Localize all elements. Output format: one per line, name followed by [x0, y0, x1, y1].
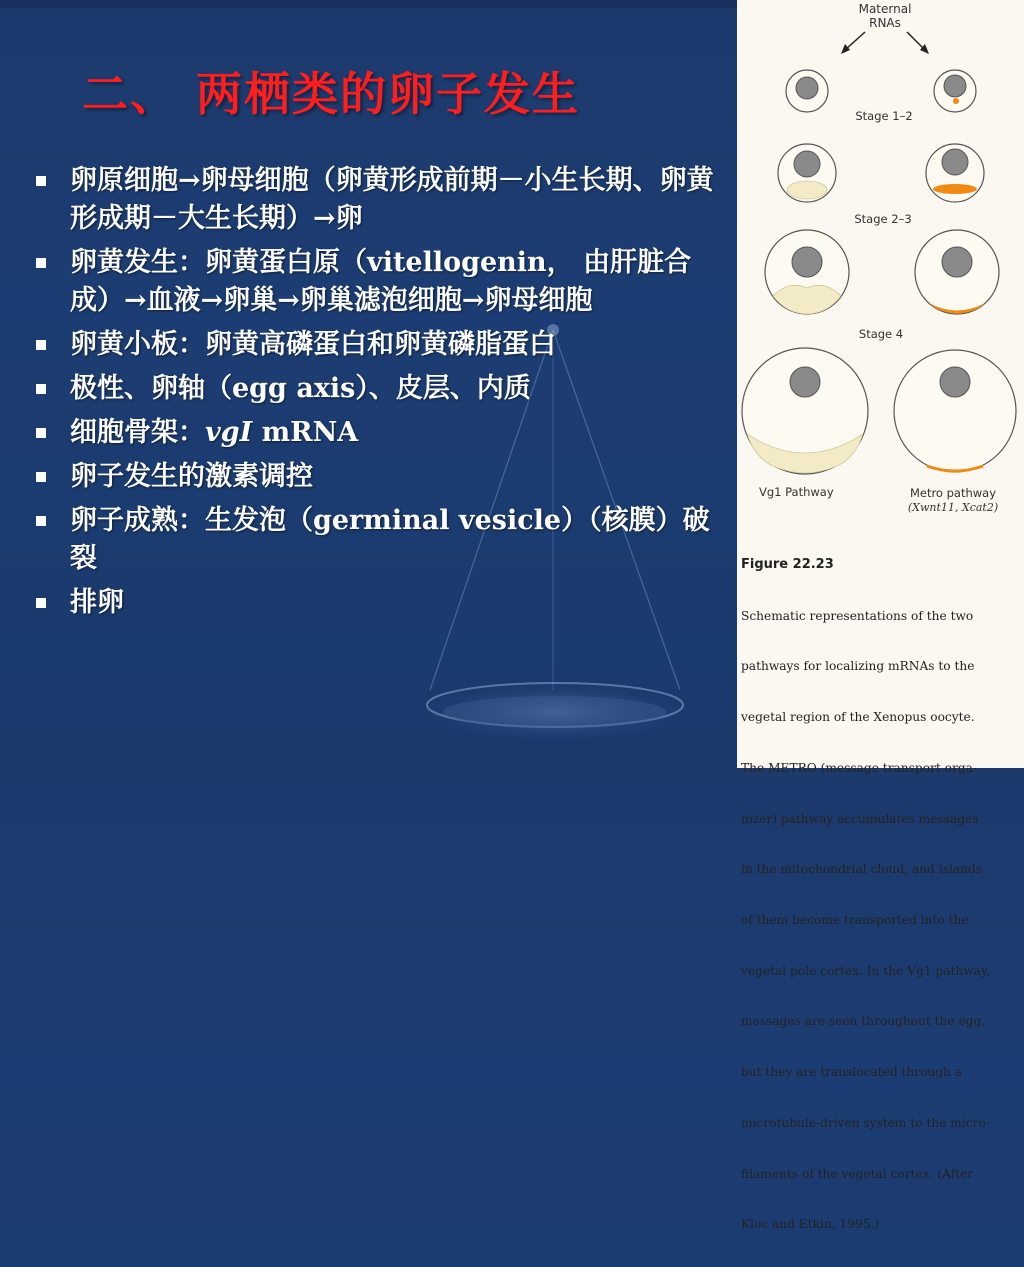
- bullet-item: [30, 162, 730, 238]
- caption-title: Figure 22.23: [741, 556, 834, 572]
- bullet-text: 卵原细胞→卵母细胞（卵黄形成前期－小生长期、卵黄形成期－大生长期）→卵: [70, 165, 714, 234]
- vg1-pathway-label: Vg1 Pathway: [759, 485, 834, 499]
- bullet-text: 卵黄小板：卵黄高磷蛋白和卵黄磷脂蛋白: [70, 329, 556, 360]
- stage-label-3: Stage 4: [858, 327, 904, 341]
- nucleus-left-stage2: [794, 151, 820, 177]
- nucleus-right-stage4: [940, 367, 970, 397]
- figure-panel: [737, 0, 1024, 1232]
- bullet-square-icon: [36, 516, 46, 526]
- metro-pathway-label: Metro pathway: [909, 486, 997, 500]
- bullet-text: 卵子成熟：生发泡（germinal vesicle）（核膜）破裂: [70, 505, 710, 574]
- bullet-list: [30, 162, 730, 628]
- bullet-square-icon: [36, 176, 46, 186]
- bullet-square-icon: [36, 340, 46, 350]
- caption-line: vegetal pole cortex. In the Vg1 pathway,: [741, 963, 991, 978]
- bullet-text-before: 细胞骨架：: [70, 417, 205, 448]
- nucleus-left-stage1: [796, 77, 818, 99]
- bullet-square-icon: [36, 428, 46, 438]
- slide-title: 二、 两栖类的卵子发生: [82, 67, 581, 121]
- caption-line: of them become transported into the: [741, 912, 969, 927]
- maternal-rnas-label-line2: RNAs: [869, 16, 901, 30]
- caption-line: nizer) pathway accumulates messages: [741, 811, 979, 826]
- metro-pathway-genes: (Xwnt11, Xcat2): [907, 501, 999, 514]
- yolk-left-stage3: [773, 285, 841, 314]
- bullet-text-italic: vgI: [205, 417, 253, 448]
- nucleus-right-stage1: [944, 75, 966, 97]
- arrow-left-line: [845, 32, 865, 50]
- nucleus-right-stage2: [942, 149, 968, 175]
- bullet-item: [30, 414, 730, 452]
- bullet-square-icon: [36, 258, 46, 268]
- figure-caption: [741, 522, 1023, 1267]
- caption-line: but they are translocated through a: [741, 1065, 963, 1080]
- caption-line: microtubule-driven system to the micro-: [741, 1115, 990, 1130]
- nucleus-right-stage3: [942, 247, 972, 277]
- bullet-item: [30, 502, 730, 578]
- nucleus-left-stage3: [792, 247, 822, 277]
- metro-rna-band: [933, 184, 977, 194]
- bullet-item: [30, 458, 730, 496]
- maternal-rnas-label: Maternal: [858, 2, 912, 16]
- caption-line: messages are seen throughout the egg,: [741, 1014, 986, 1029]
- bullet-text-after: mRNA: [252, 417, 359, 448]
- bullet-text: 排卵: [70, 587, 124, 618]
- bullet-text: 卵子发生的激素调控: [70, 461, 313, 492]
- yolk-left-stage2: [787, 181, 827, 199]
- bullet-square-icon: [36, 384, 46, 394]
- caption-line: filaments of the vegetal cortex. (After: [741, 1166, 974, 1181]
- caption-line: in the mitochondrial cloud, and islands: [741, 862, 983, 877]
- arrow-left-icon: [841, 44, 850, 54]
- bullet-text: 极性、卵轴（egg axis）、皮层、内质: [70, 373, 531, 404]
- stage-label-2: Stage 2–3: [854, 212, 912, 226]
- caption-line: pathways for localizing mRNAs to the: [741, 659, 975, 674]
- bullet-text: 卵黄发生：卵黄蛋白原（vitellogenin， 由肝脏合成）→血液→卵巢→卵巢滤泡细胞→卵母细胞: [70, 247, 692, 316]
- bullet-square-icon: [36, 598, 46, 608]
- nucleus-left-stage4: [790, 367, 820, 397]
- bullet-item: [30, 584, 730, 622]
- metro-rna-spot: [953, 98, 959, 104]
- bullet-square-icon: [36, 472, 46, 482]
- bullet-item: [30, 370, 730, 408]
- stage-label-1: Stage 1–2: [855, 109, 913, 123]
- caption-line: vegetal region of the Xenopus oocyte.: [741, 710, 975, 725]
- bullet-item: [30, 326, 730, 364]
- caption-line: The METRO (message transport orga-: [741, 760, 977, 775]
- bullet-item: [30, 244, 730, 320]
- caption-line: Kloc and Etkin, 1995.): [741, 1217, 880, 1232]
- caption-line: Schematic representations of the two: [741, 608, 974, 623]
- oocyte-diagram: [737, 0, 1024, 522]
